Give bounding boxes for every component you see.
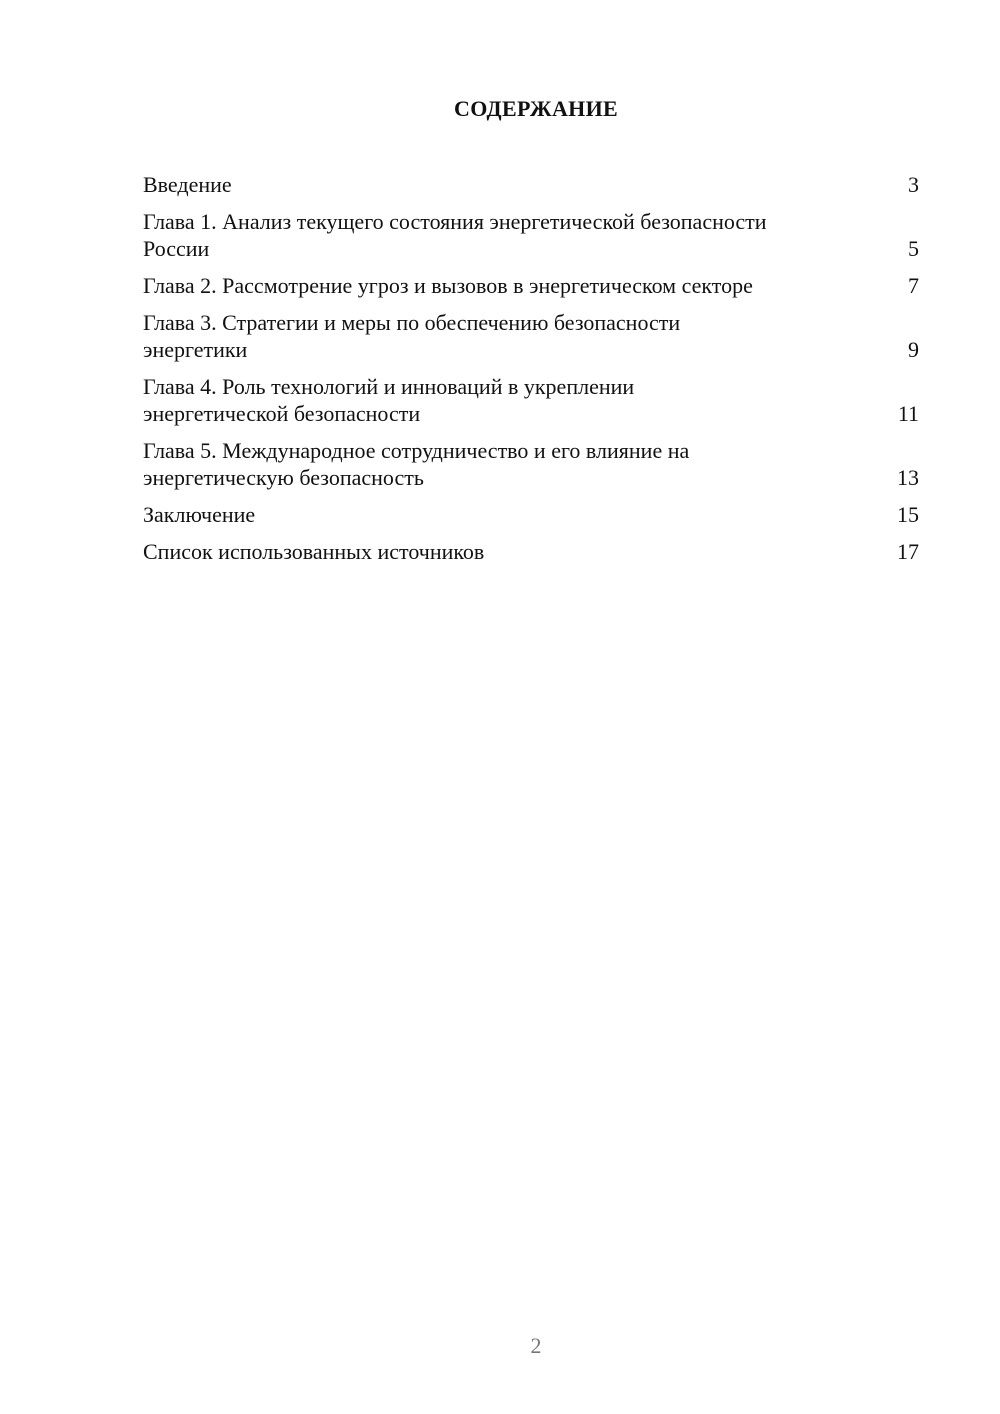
toc-item-introduction	[143, 171, 919, 198]
toc-item-page: 3	[908, 172, 919, 197]
toc-item-page: 7	[908, 273, 919, 298]
toc-item-text: Глава 4. Роль технологий и инноваций в укреплении энергетической безопасности	[143, 374, 635, 426]
toc-item-text: Глава 1. Анализ текущего состояния энергетической безопасности России	[143, 209, 767, 261]
toc-item-text: Глава 2. Рассмотрение угроз и вызовов в энергетическом секторе	[143, 273, 753, 298]
toc-item-text: Глава 3. Стратегии и меры по обеспечению безопасности энергетики	[143, 310, 681, 362]
toc-item-text: Глава 5. Международное сотрудничество и его влияние на энергетическую безопасность	[143, 438, 690, 490]
toc-item-conclusion	[143, 501, 919, 528]
page-number: 2	[530, 1333, 542, 1358]
toc-item-page: 15	[897, 502, 919, 527]
toc-title: СОДЕРЖАНИЕ	[454, 96, 618, 121]
toc-item-chapter-4	[143, 373, 919, 427]
toc-item-chapter-5	[143, 437, 919, 491]
toc-item-chapter-3	[143, 309, 919, 363]
toc-item-page: 9	[908, 337, 919, 362]
toc-item-chapter-1	[143, 208, 919, 262]
toc-item-text: Список использованных источников	[143, 539, 485, 564]
toc-item-text: Введение	[143, 172, 232, 197]
toc-item-page: 11	[897, 401, 919, 426]
toc-item-text: Заключение	[143, 502, 256, 527]
toc-item-page: 17	[897, 539, 919, 564]
toc-item-page: 13	[897, 465, 919, 490]
toc-item-chapter-2	[143, 272, 919, 299]
table-of-contents	[143, 171, 919, 575]
toc-item-page: 5	[908, 236, 919, 261]
toc-item-references	[143, 538, 919, 565]
